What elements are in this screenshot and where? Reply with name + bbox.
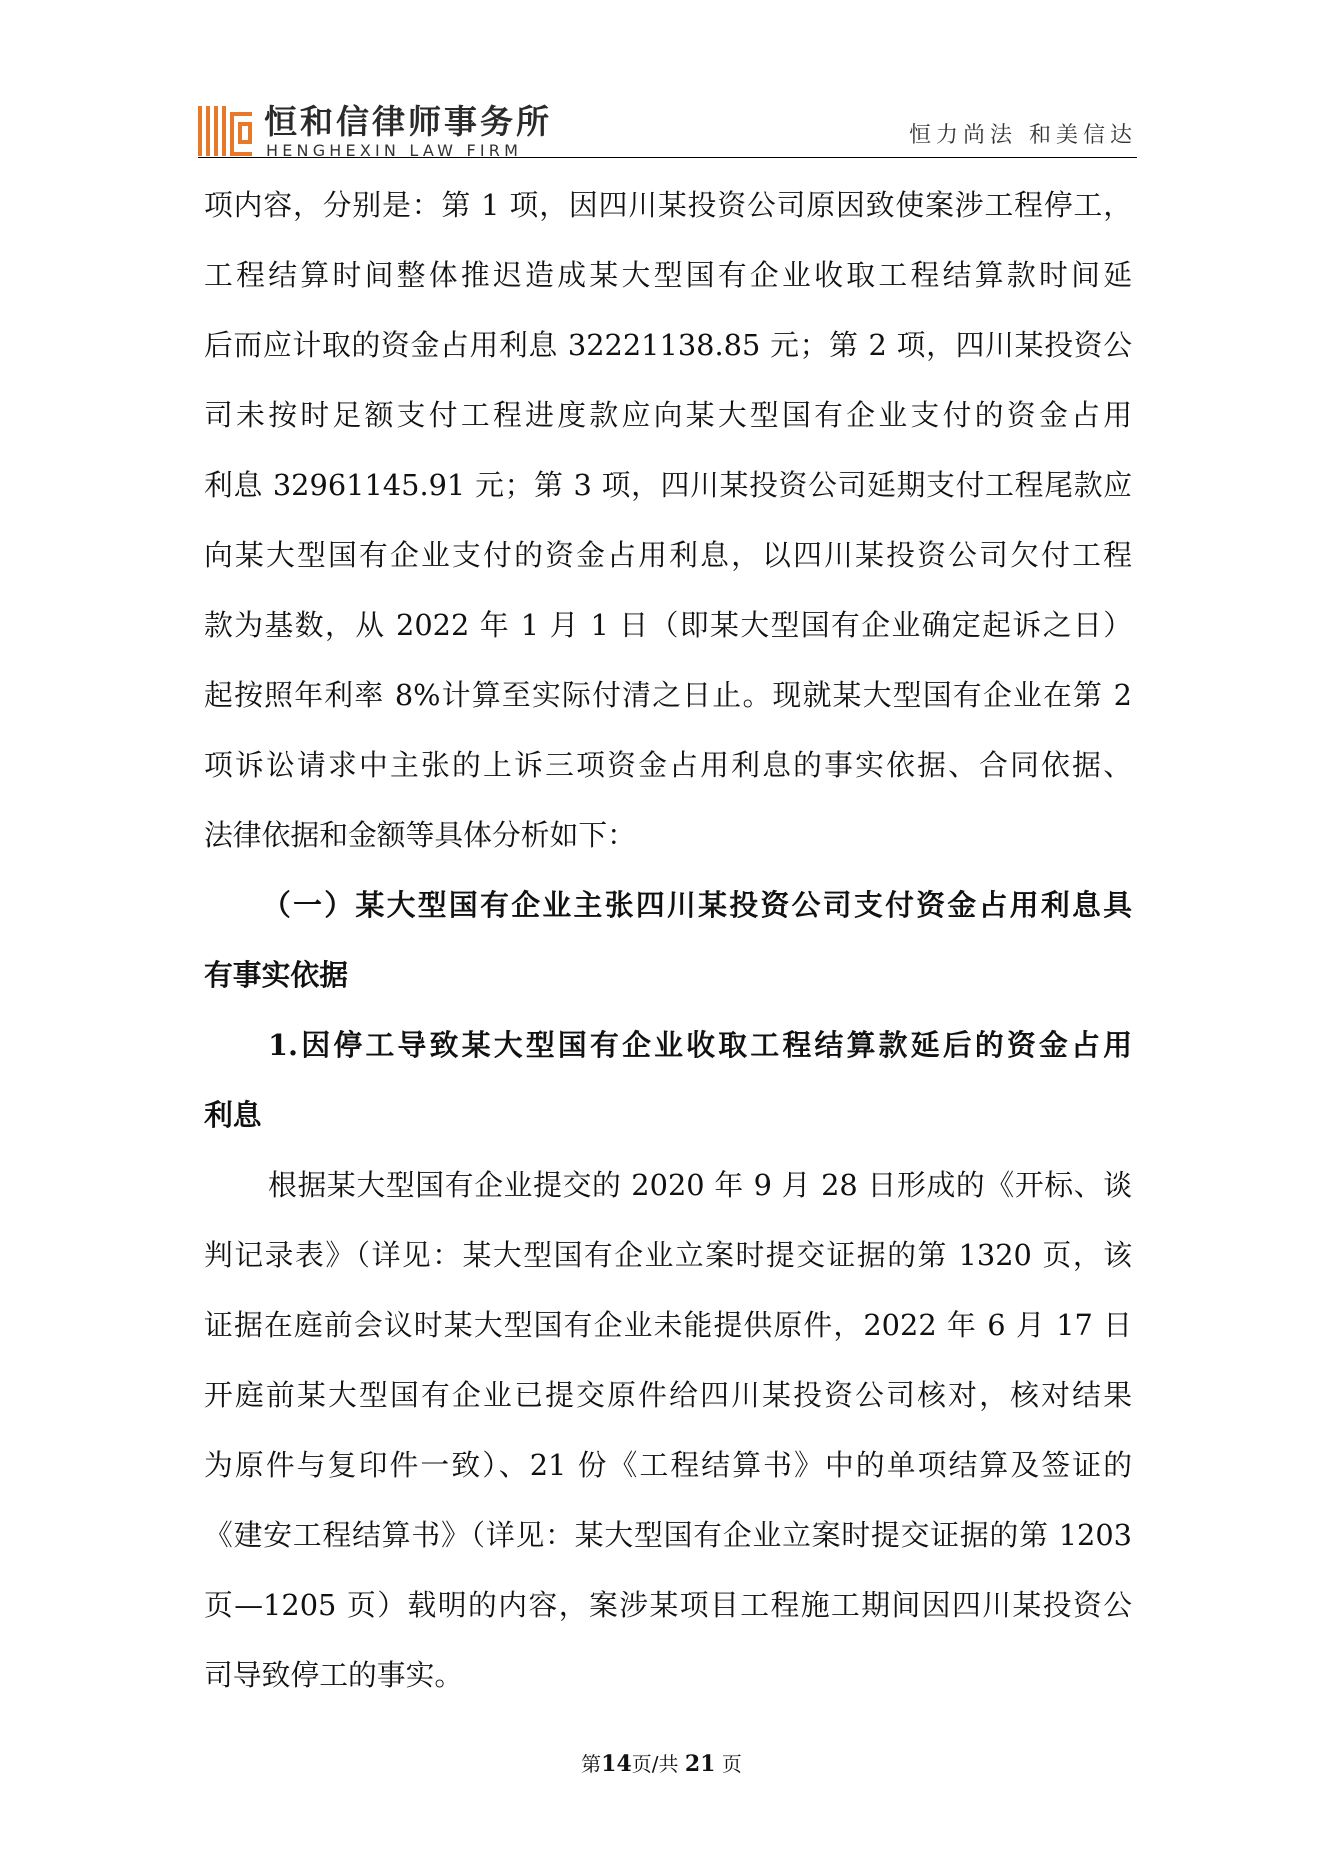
page-number	[0, 1748, 1323, 1777]
body-line: 根据某大型国有企业提交的 2020 年 9 月 28 日形成的《开标、谈	[268, 1168, 1132, 1202]
body-line: 判记录表》（详见：某大型国有企业立案时提交证据的第 1320 页，该	[204, 1238, 1132, 1272]
page-prefix: 第	[581, 1752, 602, 1776]
body-line: 起按照年利率 8%计算至实际付清之日止。现就某大型国有企业在第 2	[204, 678, 1132, 712]
body-line: 《建安工程结算书》（详见：某大型国有企业立案时提交证据的第 1203	[204, 1518, 1132, 1552]
body-line: 款为基数，从 2022 年 1 月 1 日（即某大型国有企业确定起诉之日）	[204, 608, 1132, 642]
body-line: 工程结算时间整体推迟造成某大型国有企业收取工程结算款时间延	[204, 258, 1132, 292]
body-line: 后而应计取的资金占用利息 32221138.85 元；第 2 项，四川某投资公	[204, 328, 1132, 362]
page-suffix: 页	[721, 1752, 742, 1776]
letterhead	[198, 102, 1137, 160]
body-line: 项诉讼请求中主张的上诉三项资金占用利息的事实依据、合同依据、	[204, 748, 1132, 782]
body-line: 司未按时足额支付工程进度款应向某大型国有企业支付的资金占用	[204, 398, 1132, 432]
body-line: 法律依据和金额等具体分析如下：	[204, 818, 636, 852]
body-line: 向某大型国有企业支付的资金占用利息，以四川某投资公司欠付工程	[204, 538, 1132, 572]
body-line: 项内容，分别是：第 1 项，因四川某投资公司原因致使案涉工程停工，	[204, 188, 1132, 222]
body-line: 利息 32961145.91 元；第 3 项，四川某投资公司延期支付工程尾款应	[204, 468, 1132, 502]
current-page: 14	[601, 1751, 632, 1777]
page-body	[204, 170, 1132, 1710]
section-heading: 有事实依据	[204, 958, 348, 992]
law-firm-logo-icon	[198, 106, 254, 156]
header-divider	[198, 157, 1137, 158]
subsection-heading: 利息	[204, 1098, 262, 1132]
section-heading: （一）某大型国有企业主张四川某投资公司支付资金占用利息具	[262, 888, 1132, 922]
body-line: 页—1205 页）载明的内容，案涉某项目工程施工期间因四川某投资公	[204, 1588, 1132, 1622]
body-line: 司导致停工的事实。	[204, 1658, 464, 1692]
subsection-heading: 1.因停工导致某大型国有企业收取工程结算款延后的资金占用	[268, 1028, 1132, 1062]
firm-slogan: 恒力尚法 和美信达	[909, 123, 1137, 148]
page-middle: 页/共	[631, 1752, 679, 1776]
firm-name-en: HENGHEXIN LAW FIRM	[266, 141, 523, 160]
total-pages: 21	[684, 1751, 716, 1777]
firm-name-cn: 恒和信律师事务所	[264, 102, 552, 141]
body-line: 为原件与复印件一致）、21 份《工程结算书》中的单项结算及签证的	[204, 1448, 1132, 1482]
body-line: 证据在庭前会议时某大型国有企业未能提供原件，2022 年 6 月 17 日	[204, 1308, 1132, 1342]
body-line: 开庭前某大型国有企业已提交原件给四川某投资公司核对，核对结果	[204, 1378, 1132, 1412]
